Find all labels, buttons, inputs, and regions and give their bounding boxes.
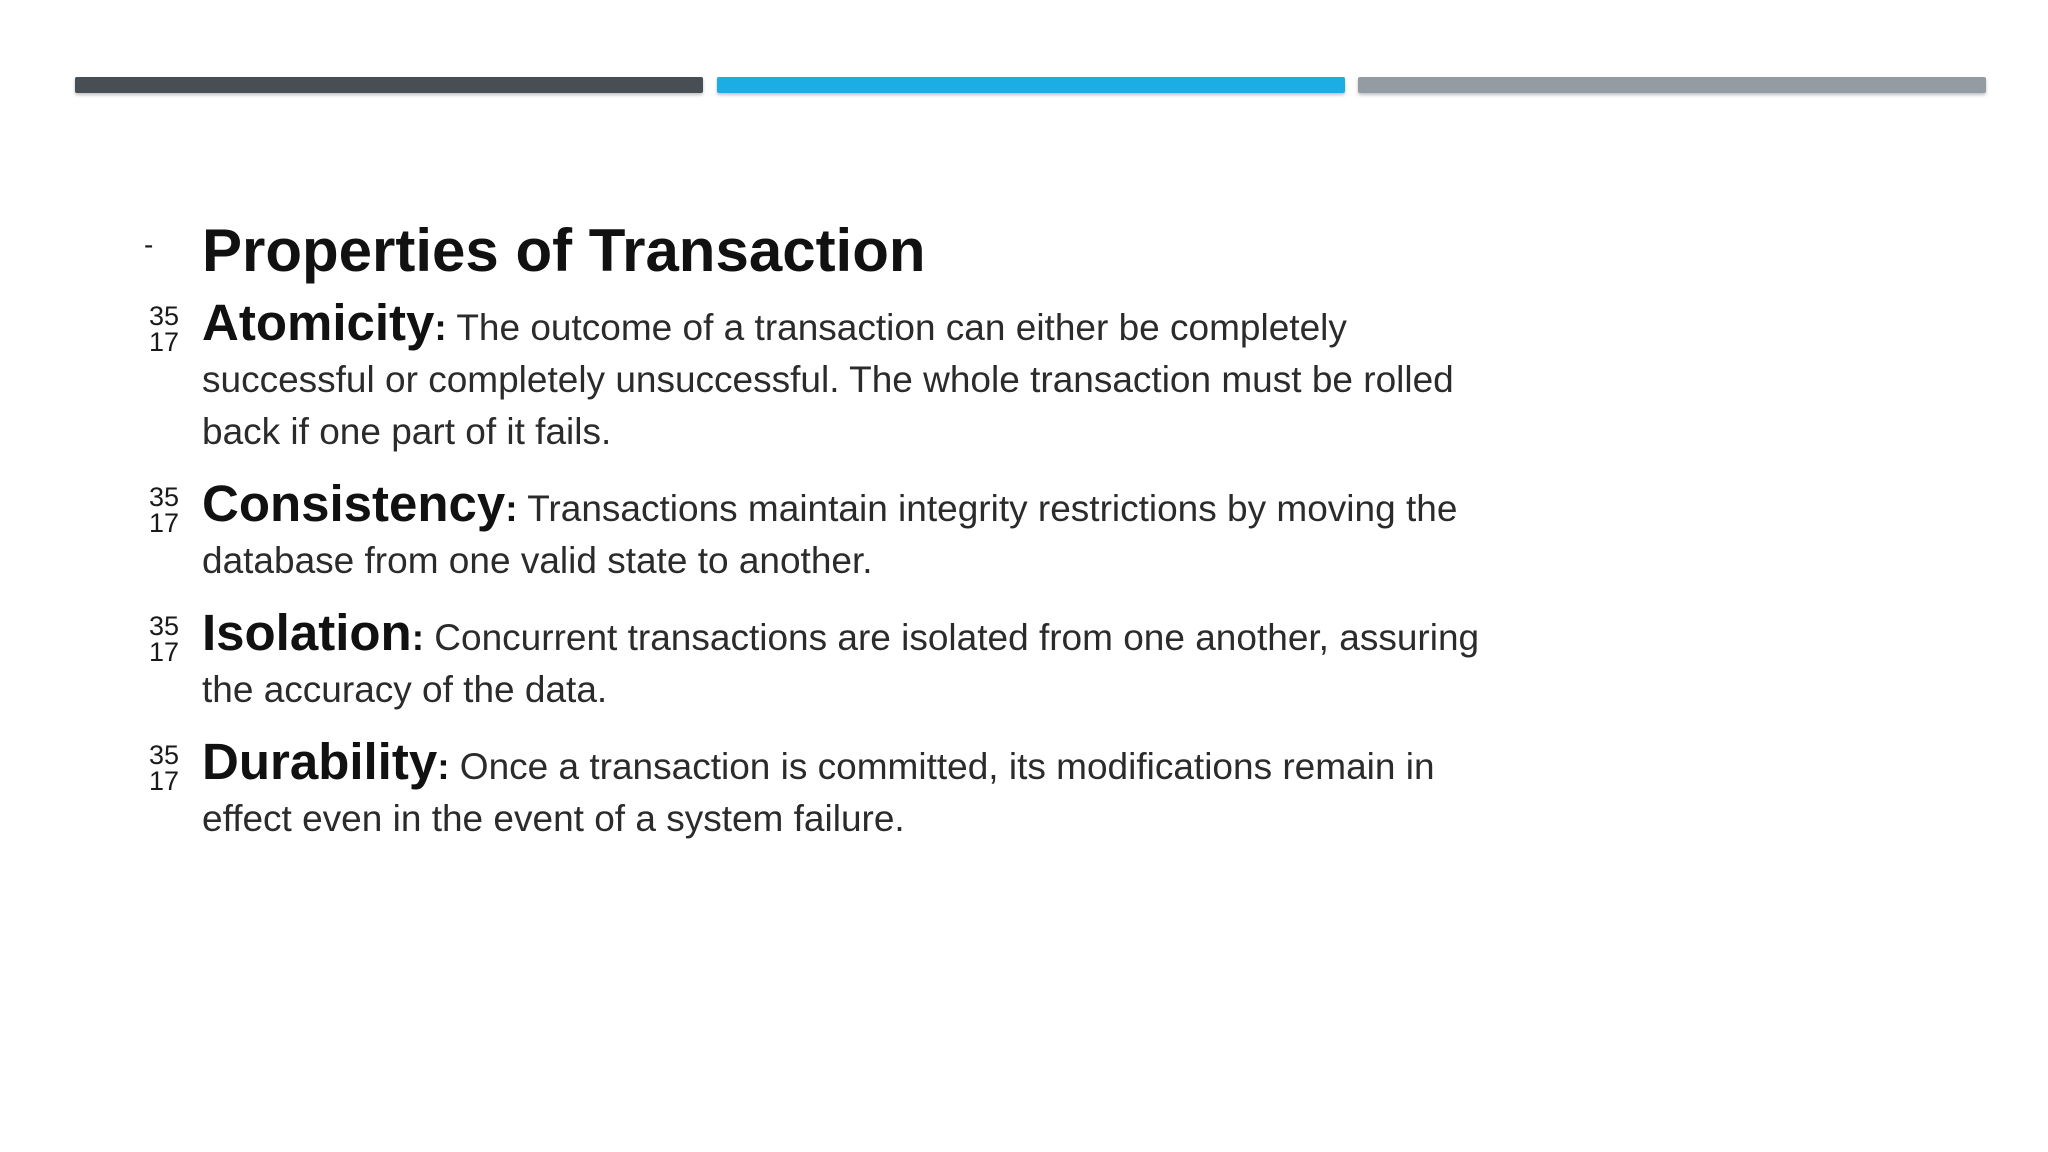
item-text xyxy=(202,475,1522,587)
bullet-marker xyxy=(144,484,184,536)
list-item-isolation xyxy=(144,604,1522,716)
item-colon: : xyxy=(434,307,447,348)
bullet-marker-bottom: 17 xyxy=(148,508,180,538)
item-text xyxy=(202,733,1522,845)
bullet-marker-bottom: 17 xyxy=(148,327,180,357)
bullet-marker-bottom: 17 xyxy=(148,766,180,796)
bullet-marker-top: 35 xyxy=(148,611,180,641)
item-text xyxy=(202,604,1522,716)
item-term: Durability xyxy=(202,733,438,790)
bullet-marker-top: 35 xyxy=(148,482,180,512)
title-row xyxy=(144,215,1544,287)
item-description: The outcome of a transaction can either be completely successful or completely unsuccessful. The whole transaction must be rolled back if one part of it fails. xyxy=(202,307,1454,452)
list-item-atomicity xyxy=(144,294,1522,458)
item-description: Concurrent transactions are isolated from one another, assuring the accuracy of the data. xyxy=(202,617,1480,710)
slide-title: Properties of Transaction xyxy=(202,217,926,284)
bullet-marker-bottom: 17 xyxy=(148,637,180,667)
bullet-marker xyxy=(144,742,184,794)
item-colon: : xyxy=(411,617,425,658)
item-colon: : xyxy=(505,488,518,529)
bullet-marker-top: 35 xyxy=(148,740,180,770)
item-colon: : xyxy=(437,746,450,787)
item-text xyxy=(202,294,1522,458)
header-accent-bar-blue xyxy=(717,77,1345,93)
item-term: Consistency xyxy=(202,475,506,532)
slide-content xyxy=(144,215,1544,865)
item-description: Transactions maintain integrity restrictions by moving the database from one valid state to another. xyxy=(202,488,1458,581)
item-description: Once a transaction is committed, its modifications remain in effect even in the event of a system failure. xyxy=(202,746,1435,839)
bullet-marker xyxy=(144,613,184,665)
header-accent-bar-gray xyxy=(1358,77,1986,93)
title-bullet-marker: - xyxy=(144,229,154,260)
item-term: Isolation xyxy=(202,604,412,661)
list-item-durability xyxy=(144,733,1522,845)
header-accent-bar-dark xyxy=(75,77,703,93)
bullet-marker-top: 35 xyxy=(148,301,180,331)
bullet-marker xyxy=(144,303,184,355)
item-term: Atomicity xyxy=(202,294,435,351)
list-item-consistency xyxy=(144,475,1522,587)
